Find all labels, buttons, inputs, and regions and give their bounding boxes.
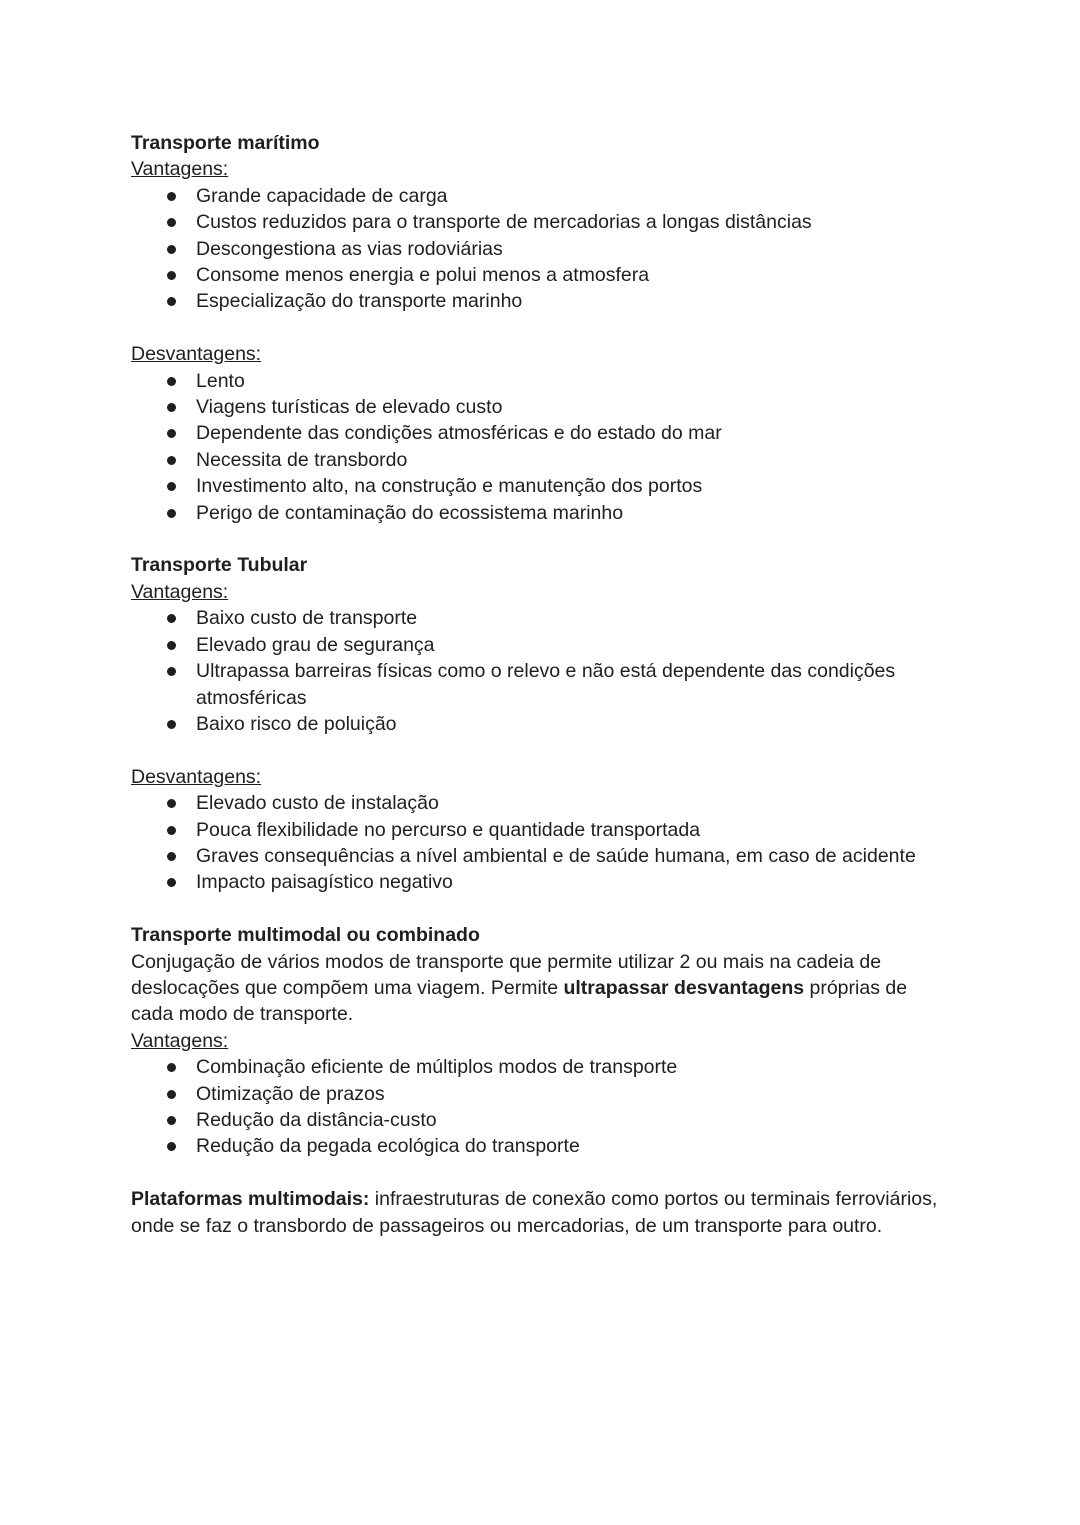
list-item: Especialização do transporte marinho xyxy=(131,288,951,314)
list-item: Investimento alto, na construção e manutenção dos portos xyxy=(131,473,951,499)
document-page xyxy=(131,130,951,1239)
bullet-icon xyxy=(167,403,176,412)
bullet-icon xyxy=(167,614,176,623)
vantagens-label-tubular: Vantagens: xyxy=(131,580,229,603)
list-item: Redução da pegada ecológica do transporte xyxy=(131,1133,951,1159)
bullet-icon xyxy=(167,456,176,465)
vantagens-list-multimodal xyxy=(131,1054,951,1160)
vantagens-list-tubular xyxy=(131,605,951,737)
list-item: Combinação eficiente de múltiplos modos de transporte xyxy=(131,1054,951,1080)
bullet-icon xyxy=(167,878,176,887)
bullet-icon xyxy=(167,641,176,650)
bullet-icon xyxy=(167,218,176,227)
multimodal-description: Conjugação de vários modos de transporte que permite utilizar 2 ou mais na cadeia de deslocações que compõem uma viagem. Permite ultrapassar desvantagens próprias de cada modo de transporte. xyxy=(131,950,908,1026)
desvantagens-list-tubular xyxy=(131,790,951,896)
desvantagens-label-maritimo: Desvantagens: xyxy=(131,343,262,366)
section-title-multimodal: Transporte multimodal ou combinado xyxy=(131,924,480,947)
bullet-icon xyxy=(167,852,176,861)
list-item: Dependente das condições atmosféricas e do estado do mar xyxy=(131,420,951,446)
list-item: Lento xyxy=(131,368,951,394)
bullet-icon xyxy=(167,377,176,386)
section-title-maritimo: Transporte marítimo xyxy=(131,132,320,154)
bullet-icon xyxy=(167,799,176,808)
list-item: Elevado grau de segurança xyxy=(131,632,951,658)
list-item: Perigo de contaminação do ecossistema marinho xyxy=(131,500,951,526)
list-item: Grande capacidade de carga xyxy=(131,183,951,209)
bullet-icon xyxy=(167,297,176,306)
bullet-icon xyxy=(167,826,176,835)
list-item: Necessita de transbordo xyxy=(131,447,951,473)
desvantagens-list-maritimo xyxy=(131,368,951,526)
list-item: Custos reduzidos para o transporte de mercadorias a longas distâncias xyxy=(131,209,951,235)
list-item: Graves consequências a nível ambiental e de saúde humana, em caso de acidente xyxy=(131,843,951,869)
plataformas-paragraph xyxy=(131,1186,951,1239)
list-item: Viagens turísticas de elevado custo xyxy=(131,394,951,420)
bullet-icon xyxy=(167,245,176,254)
bullet-icon xyxy=(167,482,176,491)
list-item: Baixo risco de poluição xyxy=(131,711,951,737)
list-item: Baixo custo de transporte xyxy=(131,605,951,631)
bullet-icon xyxy=(167,429,176,438)
list-item: Ultrapassa barreiras físicas como o relevo e não está dependente das condições atmosféricas xyxy=(131,658,951,711)
bullet-icon xyxy=(167,1116,176,1125)
section-title-tubular: Transporte Tubular xyxy=(131,554,308,577)
bullet-icon xyxy=(167,271,176,280)
list-item: Redução da distância-custo xyxy=(131,1107,951,1133)
bullet-icon xyxy=(167,667,176,676)
vantagens-label-multimodal: Vantagens: xyxy=(131,1029,229,1052)
list-item: Pouca flexibilidade no percurso e quantidade transportada xyxy=(131,817,951,843)
bullet-icon xyxy=(167,1090,176,1099)
list-item: Descongestiona as vias rodoviárias xyxy=(131,236,951,262)
vantagens-list-maritimo xyxy=(131,183,951,315)
bullet-icon xyxy=(167,1142,176,1151)
bullet-icon xyxy=(167,192,176,201)
list-item: Consome menos energia e polui menos a atmosfera xyxy=(131,262,951,288)
bullet-icon xyxy=(167,720,176,729)
vantagens-label-maritimo: Vantagens: xyxy=(131,158,229,181)
bullet-icon xyxy=(167,509,176,518)
bullet-icon xyxy=(167,1063,176,1072)
plataformas-term: Plataformas multimodais: xyxy=(131,1188,370,1211)
plataformas-definition: infraestruturas de conexão como portos ou terminais ferroviários, onde se faz o transbordo de passageiros ou mercadorias, de um transporte para outro. xyxy=(131,1188,938,1237)
list-item: Otimização de prazos xyxy=(131,1081,951,1107)
desvantagens-label-tubular: Desvantagens: xyxy=(131,765,262,788)
multimodal-emphasis: ultrapassar desvantagens xyxy=(563,976,805,999)
list-item: Elevado custo de instalação xyxy=(131,790,951,816)
list-item: Impacto paisagístico negativo xyxy=(131,869,951,895)
